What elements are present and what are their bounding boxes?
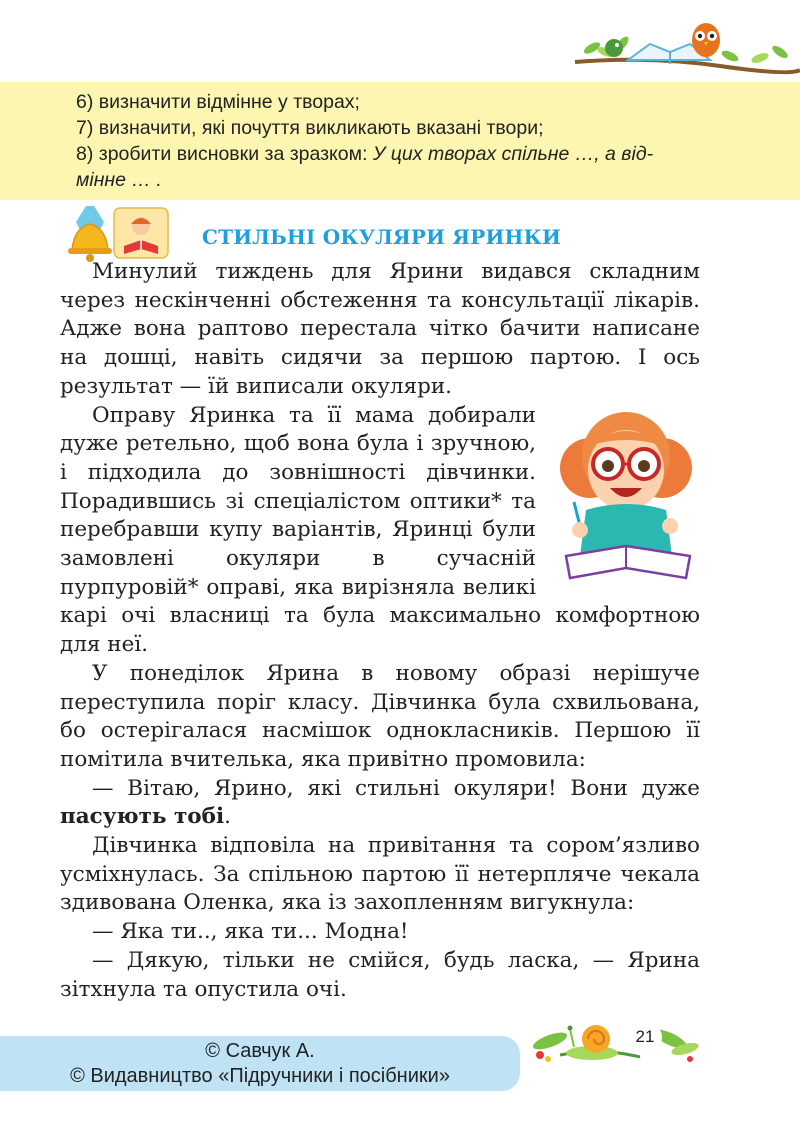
story-text xyxy=(60,258,700,1004)
task-item-6: 6) визначити відмінне у творах; xyxy=(76,91,360,113)
author-credit: © Савчук А. xyxy=(205,1040,315,1062)
story-paragraph: — Дякую, тільки не смійся, будь ласка, — Ярина зітхнула та опустила очі. xyxy=(60,947,700,1002)
story-paragraph xyxy=(60,775,700,832)
task-item-8-example: У цих творах спільне …, а від- xyxy=(372,143,654,165)
story-title: СТИЛЬНІ ОКУЛЯРИ ЯРИНКИ xyxy=(202,225,562,249)
reading-child-icon xyxy=(112,206,170,260)
task-item-7: 7) визначити, які почуття викликають вказані твори; xyxy=(76,117,544,139)
task-item-8 xyxy=(76,141,716,167)
branch-birds-book-decoration xyxy=(570,22,800,82)
story-paragraph: У понеділок Ярина в новому образі нерішуче переступила поріг класу. Дівчинка була схвильована, бо остерігалася насмішок однокласників. Першою її помітила вчителька, яка привітно промовила: xyxy=(60,660,700,772)
story-paragraph: Оправу Яринка та її мама добирали дуже ретельно, щоб вона була і зручною, і підходила до зовнішності дівчинки. Порадившись зі спеціалістом оптики* та перебравши купу варіантів, Яринці були замовлені окуляри в сучасній пурпуровій* оправі, яка вирізняла великі карі очі власниці та була максимально комфортною для неї. xyxy=(60,402,700,658)
story-paragraph: — Яка ти.., яка ти... Модна! xyxy=(92,919,409,945)
credits-box xyxy=(0,1036,520,1091)
publisher-credit: © Видавництво «Підручники і посібники» xyxy=(70,1065,450,1087)
task-list-box xyxy=(0,82,800,200)
page-number: 21 xyxy=(628,1022,662,1052)
story-paragraph: Дівчинка відповіла на привітання та сором’язливо усміхнулась. За спільною партою її нетерпляче чекала здивована Оленка, яка із захопленням вигукнула: xyxy=(60,833,700,916)
dialogue-text: — Вітаю, Ярино, які стильні окуляри! Вони дуже xyxy=(92,775,700,801)
task-item-8-prefix: 8) зробити висновки за зразком: xyxy=(76,143,373,165)
snail-flowers-decoration xyxy=(520,1005,700,1067)
story-header xyxy=(60,200,760,264)
dialogue-end: . xyxy=(224,804,231,830)
girl-with-glasses-illustration xyxy=(550,406,700,584)
story-paragraph: Минулий тиждень для Ярини видався складним через нескінченні обстеження та консультації лікарів. Адже вона раптово перестала чітко бачити написане на дошці, навіть сидячи за першою партою. І ось результат — їй виписали окуляри. xyxy=(60,259,700,399)
highlighted-phrase: пасують тобі xyxy=(60,804,225,830)
task-item-8-continued: мінне … . xyxy=(76,169,162,191)
